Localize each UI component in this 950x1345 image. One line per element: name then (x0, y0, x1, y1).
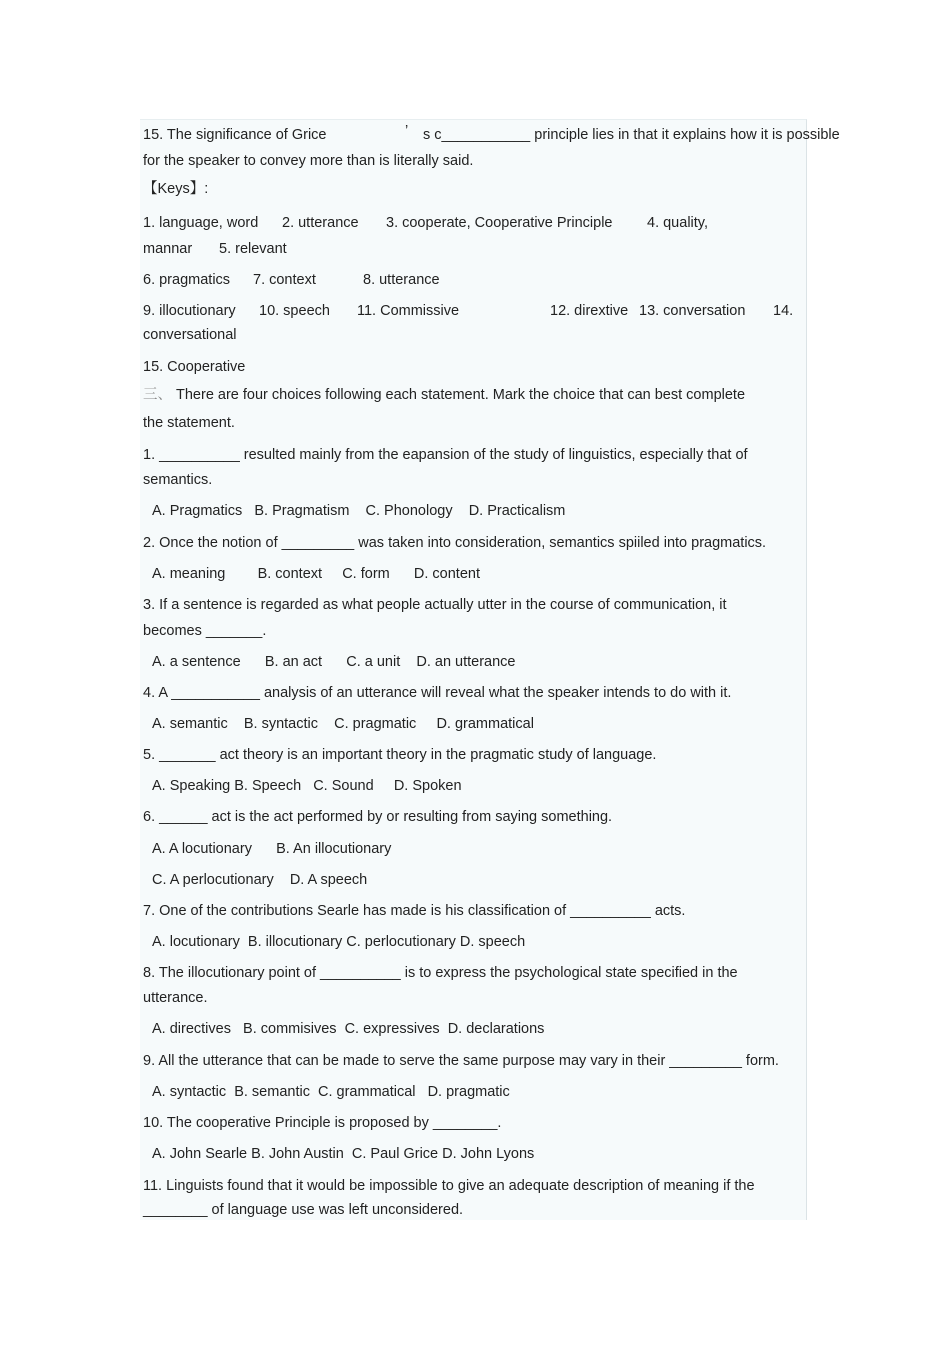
question-8-options: A. directives B. commisives C. expressives D. declarations (152, 1021, 545, 1037)
question-5-options: A. Speaking B. Speech C. Sound D. Spoken (152, 778, 462, 794)
key-6: 6. pragmatics (143, 272, 231, 288)
question-1: 1. __________ resulted mainly from the eapansion of the study of linguistics, especially that of (143, 447, 748, 463)
section-instruction-line2: the statement. (143, 415, 235, 431)
question-2: 2. Once the notion of _________ was taken into consideration, semantics spiiled into pragmatics. (143, 535, 767, 551)
question-4: 4. A ___________ analysis of an utterance will reveal what the speaker intends to do with it. (143, 685, 732, 701)
question-8: 8. The illocutionary point of __________ is to express the psychological state specified in the (143, 965, 738, 981)
key-2: 2. utterance (282, 215, 359, 231)
q15-apostrophe: ’ (405, 123, 409, 139)
key-13: 13. conversation (639, 303, 746, 319)
question-3: 3. If a sentence is regarded as what people actually utter in the course of communication, it (143, 597, 727, 613)
key-12: 12. dirextive (550, 303, 629, 319)
question-7: 7. One of the contributions Searle has made is his classification of __________ acts. (143, 903, 686, 919)
question-11-cont: ________ of language use was left unconsidered. (143, 1202, 464, 1218)
key-7: 7. context (253, 272, 316, 288)
key-5: 5. relevant (219, 241, 287, 257)
key-14: 14. (773, 303, 794, 319)
question-8-cont: utterance. (143, 990, 208, 1006)
question-10-options: A. John Searle B. John Austin C. Paul Grice D. John Lyons (152, 1146, 535, 1162)
key-3: 3. cooperate, Cooperative Principle (386, 215, 613, 231)
q15-text-line2: for the speaker to convey more than is literally said. (143, 153, 474, 169)
question-1-options: A. Pragmatics B. Pragmatism C. Phonology D. Practicalism (152, 503, 566, 519)
keys-heading: 【Keys】: (143, 181, 209, 197)
question-6-options-row2: C. A perlocutionary D. A speech (152, 872, 368, 888)
question-3-cont: becomes _______. (143, 623, 267, 639)
question-11: 11. Linguists found that it would be impossible to give an adequate description of meaning if the (143, 1178, 755, 1194)
key-14-cont: conversational (143, 327, 237, 343)
key-4: 4. quality, (647, 215, 708, 231)
key-8: 8. utterance (363, 272, 440, 288)
key-11: 11. Commissive (357, 303, 460, 319)
question-1-cont: semantics. (143, 472, 213, 488)
question-10: 10. The cooperative Principle is proposed by ________. (143, 1115, 502, 1131)
q15-text-part2: s c___________ principle lies in that it explains how it is possible (423, 127, 840, 143)
question-4-options: A. semantic B. syntactic C. pragmatic D. grammatical (152, 716, 534, 732)
question-6: 6. ______ act is the act performed by or resulting from saying something. (143, 809, 613, 825)
question-6-options-row1: A. A locutionary B. An illocutionary (152, 841, 392, 857)
section-instruction-line1: There are four choices following each statement. Mark the choice that can best complete (176, 387, 746, 403)
question-5: 5. _______ act theory is an important theory in the pragmatic study of language. (143, 747, 657, 763)
key-10: 10. speech (259, 303, 330, 319)
question-9: 9. All the utterance that can be made to serve the same purpose may vary in their _________ form. (143, 1053, 779, 1069)
q15-text-part1: 15. The significance of Grice (143, 127, 327, 143)
key-1: 1. language, word (143, 215, 259, 231)
key-9: 9. illocutionary (143, 303, 236, 319)
key-15: 15. Cooperative (143, 359, 246, 375)
question-9-options: A. syntactic B. semantic C. grammatical D. pragmatic (152, 1084, 510, 1100)
key-4-cont: mannar (143, 241, 193, 257)
section-marker: 三、 (143, 387, 172, 403)
question-3-options: A. a sentence B. an act C. a unit D. an utterance (152, 654, 516, 670)
question-7-options: A. locutionary B. illocutionary C. perlocutionary D. speech (152, 934, 526, 950)
question-2-options: A. meaning B. context C. form D. content (152, 566, 480, 582)
